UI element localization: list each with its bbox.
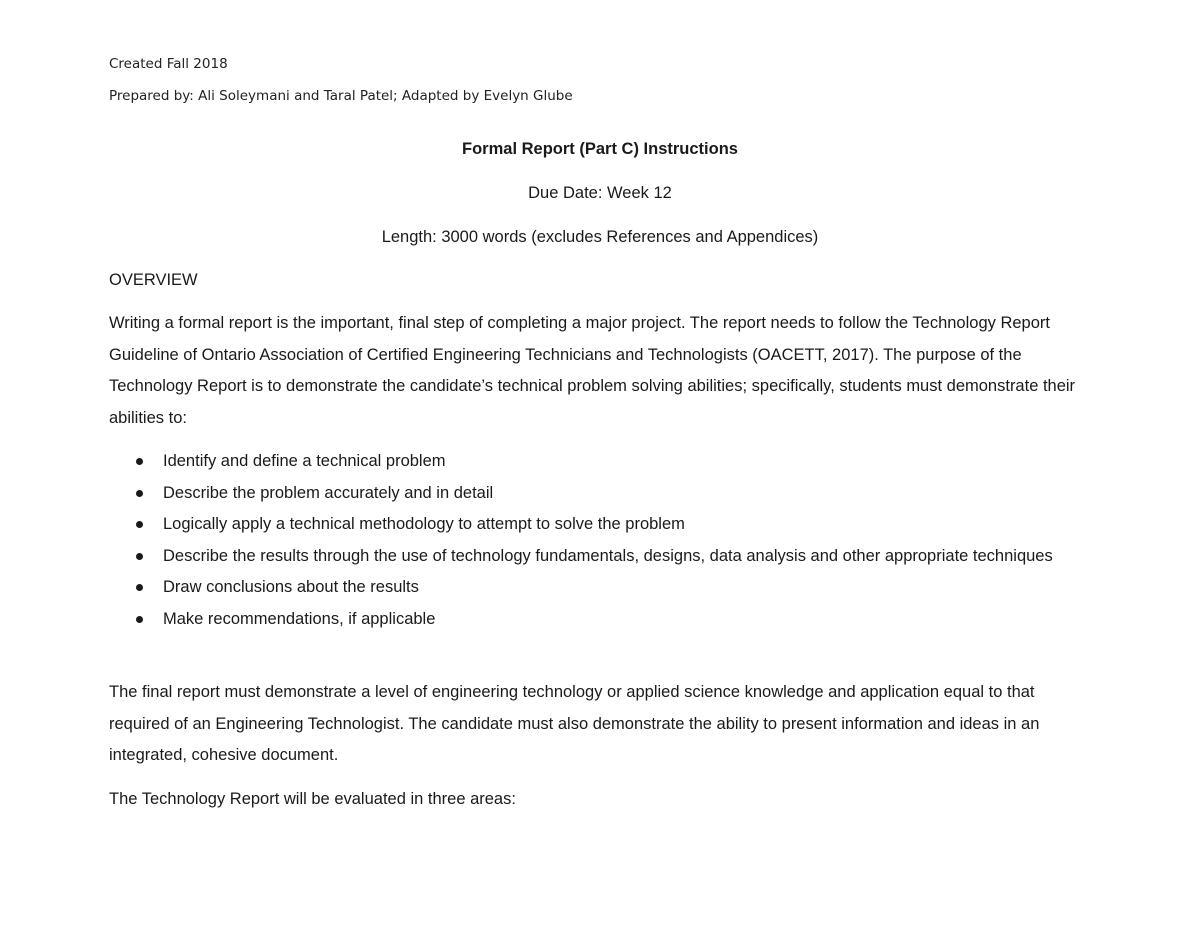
- list-item: [109, 541, 1099, 573]
- bullet-icon: [136, 490, 143, 497]
- list-item: [109, 478, 1099, 510]
- bullet-icon: [136, 458, 143, 465]
- overview-heading: OVERVIEW: [109, 271, 198, 289]
- overview-paragraph-3: The Technology Report will be evaluated in three areas:: [109, 790, 516, 808]
- created-note: Created Fall 2018: [109, 56, 228, 72]
- list-item-text: Logically apply a technical methodology to attempt to solve the problem: [163, 515, 685, 533]
- list-item: [109, 446, 1099, 478]
- prepared-by-note: Prepared by: Ali Soleymani and Taral Patel; Adapted by Evelyn Glube: [109, 88, 573, 104]
- bullet-icon: [136, 553, 143, 560]
- length-requirement: Length: 3000 words (excludes References and Appendices): [381, 228, 819, 246]
- overview-paragraph-2: The final report must demonstrate a level of engineering technology or applied science knowledge and application equal to that required of an Engineering Technologist. The candidate must also demonstrate the ability to present information and ideas in an integrated, cohesive document.: [109, 683, 1040, 764]
- list-item-text: Identify and define a technical problem: [163, 452, 446, 470]
- list-item: [109, 604, 1099, 636]
- bullet-icon: [136, 616, 143, 623]
- list-item-text: Draw conclusions about the results: [163, 578, 419, 596]
- document-title: Formal Report (Part C) Instructions: [462, 140, 738, 158]
- list-item: [109, 572, 1099, 604]
- bullet-icon: [136, 521, 143, 528]
- list-item-text: Make recommendations, if applicable: [163, 609, 436, 628]
- list-item-text: Describe the results through the use of technology fundamentals, designs, data analysis and other appropriate techniques: [163, 546, 1053, 565]
- list-item-text: Describe the problem accurately and in detail: [163, 483, 494, 502]
- bullet-icon: [136, 584, 143, 591]
- due-date: Due Date: Week 12: [528, 184, 672, 202]
- list-item: [109, 509, 1099, 541]
- overview-paragraph-1: Writing a formal report is the important, final step of completing a major project. The report needs to follow the Technology Report Guideline of Ontario Association of Certified Engineering Technicians and Technologists (OACETT, 2017). The purpose of the Technology Report is to demonstrate the candidate’s technical problem solving abilities; specifically, students must demonstrate their abilities to:: [109, 314, 1076, 427]
- abilities-list: [109, 446, 1099, 635]
